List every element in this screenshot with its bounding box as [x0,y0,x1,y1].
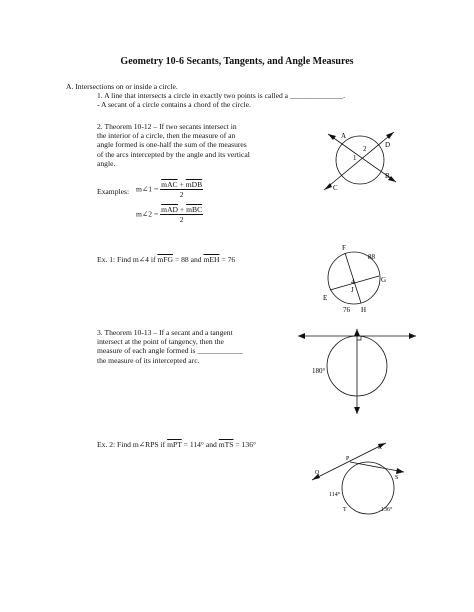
label-q: Q [315,470,320,476]
arc-fg: $\overline{mFG}$ [157,255,174,264]
label-t: T [343,507,347,513]
denominator: 2 [179,190,184,199]
theorem-10-13-line: 3. Theorem 10-13 – If a secant and a tangent [97,328,233,337]
diagram-tangent-secant [296,326,418,418]
plus-sign: + [178,205,187,214]
item1-line1: 1. A line that intersects a circle in exactly two points is called a ______________. [97,91,346,100]
arc-label-180: 180° [312,367,326,375]
label-4: 4 [351,278,355,286]
value-114: = 114° and [181,440,219,449]
arc-label-114: 114° [329,492,341,498]
arc-ac: $\overline{mAC}$ [161,180,178,189]
arc-pt: $\overline{mPT}$ [167,440,182,449]
theorem-10-12-line: angle formed is one-half the sum of the measures [97,140,247,150]
chord-eg [330,276,379,290]
label-b: B [385,172,390,180]
arc-bc: $\overline{mBC}$ [186,205,203,214]
arc-ad: $\overline{mAD}$ [161,205,179,214]
example-formula-2 [136,205,203,224]
plus-sign: + [177,180,186,189]
label-j: J [351,286,354,294]
formula-1-lhs: m∠1 = [136,184,159,194]
formula-1-fraction [160,180,203,199]
arrow-head [298,333,305,339]
arrow-head [354,329,360,336]
label-g: G [381,276,387,284]
formula-2-lhs: m∠2 = [136,209,159,219]
diagram-two-secants [316,122,406,202]
denominator: 2 [179,215,184,224]
arc-label-76: 76 [343,306,350,314]
theorem-10-12 [97,122,250,168]
label-r: R [378,445,383,451]
section-a-heading: A. Intersections on or inside a circle. [66,82,178,91]
theorem-10-12-line: angle. [97,158,116,168]
label-d: D [385,141,391,149]
label-p: P [346,456,350,462]
arc-label-136: 136° [381,507,393,513]
theorem-10-13-line: the measure of its intercepted arc. [97,355,200,365]
label-h: H [361,306,367,314]
secant-cd [324,132,394,190]
value-88: = 88 and [173,255,204,264]
example-2-prefix: Ex. 2: Find [97,440,133,449]
label-c: C [333,184,338,192]
theorem-10-12-line: the interior of a circle, then the measure of an [97,131,236,141]
theorem-10-13 [97,328,243,365]
formula-2-fraction [160,205,203,224]
angle-rps: m∠RPS [132,440,159,449]
arrow-head [354,407,360,414]
page-title: Geometry 10-6 Secants, Tangents, and Angle Measures [120,56,354,67]
arc-ts: $\overline{mTS}$ [218,440,234,449]
diagram-chords [318,240,390,316]
arc-label-88: 88 [368,253,375,261]
theorem-10-13-line: measure of each angle formed is ____________ [97,346,243,356]
arc-eh: $\overline{mEH}$ [203,255,220,264]
example-formula-1 [136,180,203,199]
arrow-head [409,333,416,339]
theorem-10-12-line: of the arcs intercepted by the angle and its vertical [97,149,250,159]
label-f: F [342,244,346,252]
example-1 [97,255,235,264]
theorem-10-12-line: 2. Theorem 10-12 – If two secants intersect in [97,122,237,131]
angle-4: m∠4 [132,255,149,264]
diagram-tangent-secant-2 [306,438,418,524]
arrow-head [396,468,404,474]
theorem-10-13-line: intersect at the point of tangency, then the [97,337,224,347]
if-text: if [148,255,158,264]
label-a: A [341,132,347,140]
value-76: = 76 [219,255,236,264]
example-2 [97,440,256,449]
label-1: 1 [353,154,357,162]
label-2: 2 [363,145,367,153]
label-e: E [323,294,328,302]
item1-line2: - A secant of a circle contains a chord of the circle. [97,100,251,109]
if-text: if [158,440,168,449]
example-1-prefix: Ex. 1: Find [97,255,133,264]
value-136: = 136° [233,440,257,449]
right-angle-mark [357,336,361,340]
arc-db: $\overline{mDB}$ [185,180,203,189]
label-s: S [395,475,399,481]
examples-label: Examples: [97,187,130,196]
